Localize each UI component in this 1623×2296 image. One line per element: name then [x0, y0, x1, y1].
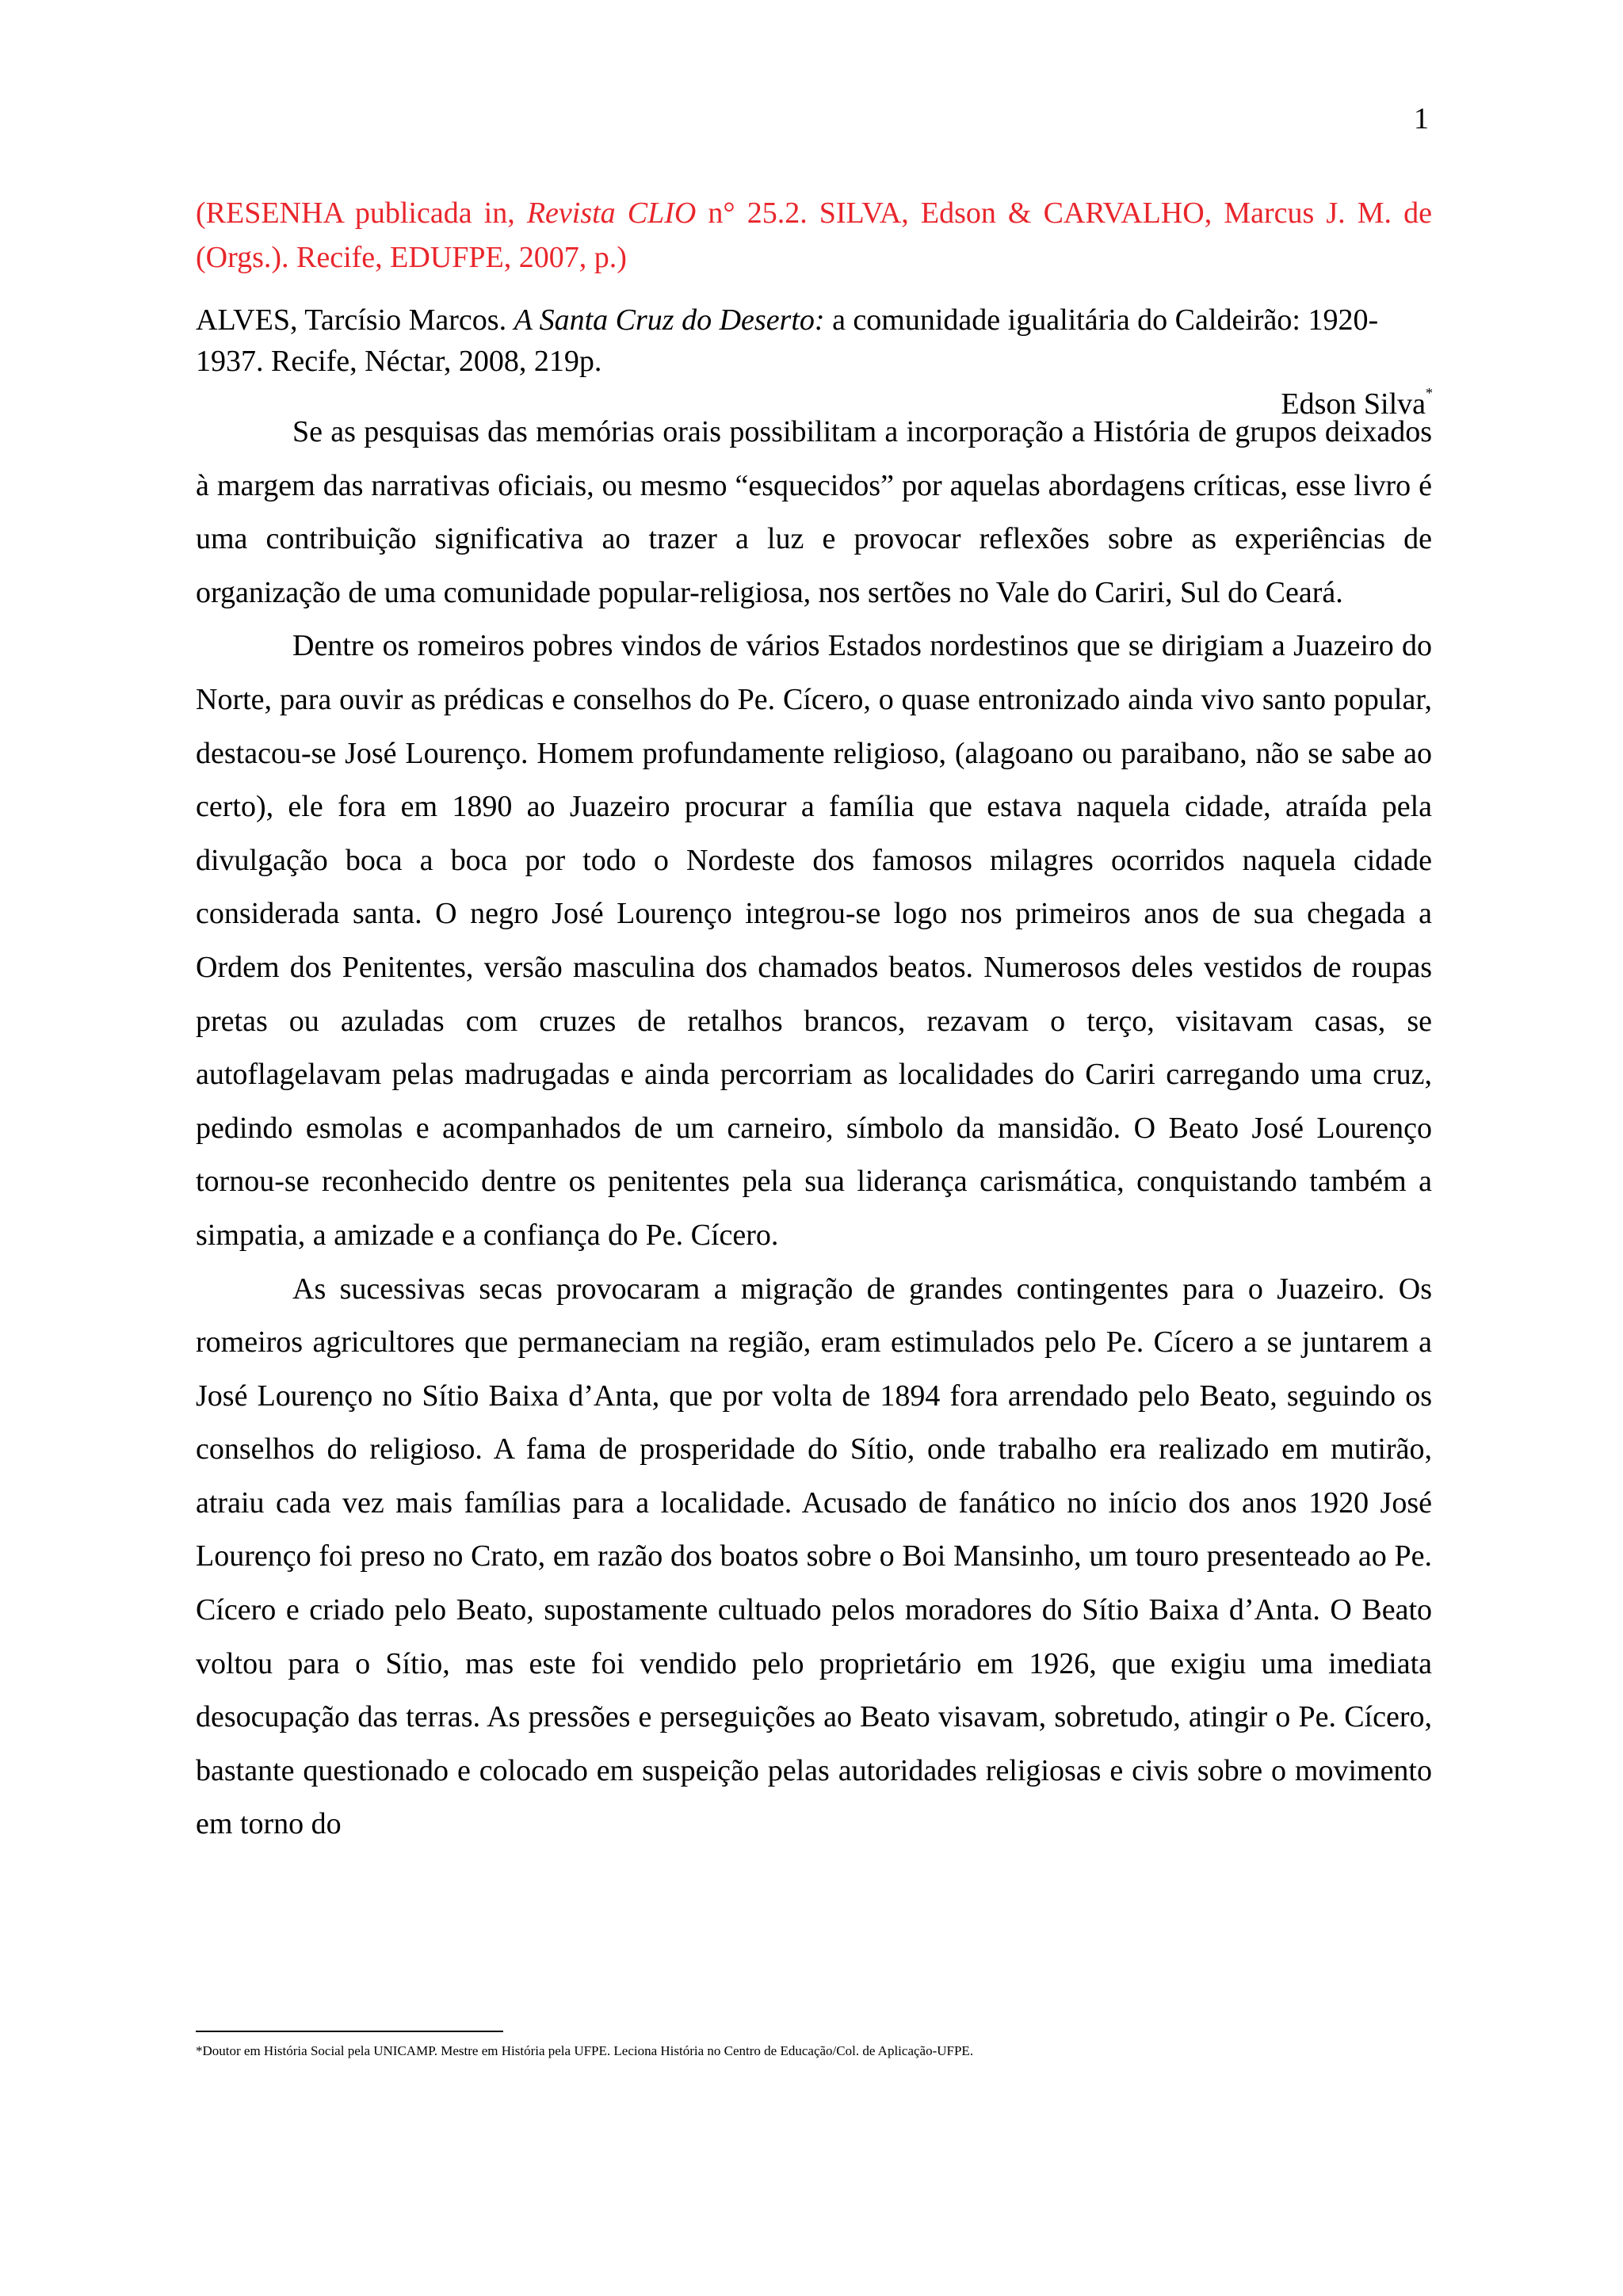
book-citation: [196, 299, 1432, 382]
citation-details: a comunidade igualitária do Caldeirão: 1920-1937. Recife, Néctar, 2008, 219p.: [196, 303, 1379, 378]
author-name: Edson Silva: [1281, 387, 1426, 421]
review-body: [196, 406, 1432, 1852]
footnote: *Doutor em História Social pela UNICAMP. Mestre em História pela UFPE. Leciona História no Centro de Educação/Col. de Aplicação-UFPE.: [196, 2043, 974, 2058]
journal-name: Revista CLIO: [526, 196, 697, 230]
page-number: 1: [1414, 102, 1429, 135]
header-text-part1: (RESENHA publicada in,: [196, 196, 527, 230]
review-publication-note: [196, 191, 1432, 280]
paragraph: Dentre os romeiros pobres vindos de vários Estados nordestinos que se dirigiam a Juazeiro do Norte, para ouvir as prédicas e conselhos do Pe. Cícero, o quase entronizado ainda vivo santo popular, destacou-se José Lourenço. Homem profundamente religioso, (alagoano ou paraibano, não se sabe ao certo), ele fora em 1890 ao Juazeiro procurar a família que estava naquela cidade, atraída pela divulgação boca a boca por todo o Nordeste dos famosos milagres ocorridos naquela cidade considerada santa. O negro José Lourenço integrou-se logo nos primeiros anos de sua chegada a Ordem dos Penitentes, versão masculina dos chamados beatos. Numerosos deles vestidos de roupas pretas ou azuladas com cruzes de retalhos brancos, rezavam o terço, visitavam casas, se autoflagelavam pelas madrugadas e ainda percorriam as localidades do Cariri carregando uma cruz, pedindo esmolas e acompanhados de um carneiro, símbolo da mansidão. O Beato José Lourenço tornou-se reconhecido dentre os penitentes pela sua liderança carismática, conquistando também a simpatia, a amizade e a confiança do Pe. Cícero.: [196, 629, 1432, 1252]
paragraph: Se as pesquisas das memórias orais possibilitam a incorporação a História de grupos deixados à margem das narrativas oficiais, ou mesmo “esquecidos” por aquelas abordagens críticas, esse livro é uma contribuição significativa ao trazer a luz e provocar reflexões sobre as experiências de organização de uma comunidade popular-religiosa, nos sertões no Vale do Cariri, Sul do Ceará.: [196, 415, 1432, 609]
book-title: A Santa Cruz do Deserto:: [514, 303, 825, 337]
footnote-marker: *: [1426, 385, 1433, 401]
footnote-separator: [196, 2031, 503, 2032]
paragraph: As sucessivas secas provocaram a migração de grandes contingentes para o Juazeiro. Os romeiros agricultores que permaneciam na região, eram estimulados pelo Pe. Cícero a se juntarem a José Lourenço no Sítio Baixa d’Anta, que por volta de 1894 fora arrendado pelo Beato, seguindo os conselhos do religioso. A fama de prosperidade do Sítio, onde trabalho era realizado em mutirão, atraiu cada vez mais famílias para a localidade. Acusado de fanático no início dos anos 1920 José Lourenço foi preso no Crato, em razão dos boatos sobre o Boi Mansinho, um touro presenteado ao Pe. Cícero e criado pelo Beato, supostamente cultuado pelos moradores do Sítio Baixa d’Anta. O Beato voltou para o Sítio, mas este foi vendido pelo proprietário em 1926, que exigiu uma imediata desocupação das terras. As pressões e perseguições ao Beato visavam, sobretudo, atingir o Pe. Cícero, bastante questionado e colocado em suspeição pelas autoridades religiosas e civis sobre o movimento em torno do: [196, 1272, 1432, 1841]
header-text-part2: n° 25.2. SILVA, Edson & CARVALHO, Marcus J. M. de (Orgs.). Recife, EDUFPE, 2007, p.): [196, 196, 1432, 274]
citation-author: ALVES, Tarcísio Marcos.: [196, 303, 514, 337]
